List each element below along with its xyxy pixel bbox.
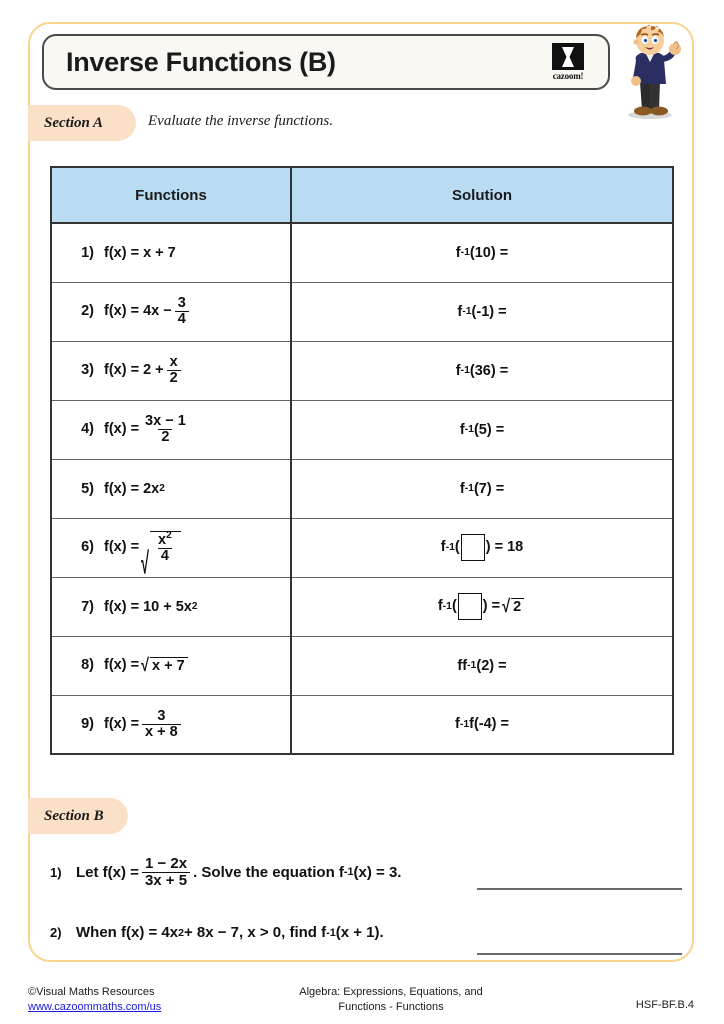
section-a-label: Section A — [44, 114, 104, 131]
function-expression: f(x) = √ $\frac{x^2}{4}$ — [104, 531, 183, 564]
function-cell-4 — [51, 400, 291, 459]
radical-sign-icon: √ — [141, 656, 150, 677]
table-header-row — [51, 167, 673, 223]
footer-copyright-block — [28, 985, 238, 1015]
column-header-solution: Solution — [291, 167, 673, 223]
solution-cell-2[interactable] — [291, 282, 673, 341]
solution-expression: f -1 ( ) = √ 2 — [438, 593, 526, 620]
radical-sign-icon: √ — [141, 547, 150, 582]
solution-expression: f -1 (36) = — [455, 362, 509, 379]
function-cell-1 — [51, 223, 291, 282]
solution-expression: f -1 (5) = — [459, 421, 505, 438]
question-number: 8) — [81, 657, 94, 674]
exponent: 2 — [166, 529, 172, 541]
function-cell-3 — [51, 341, 291, 400]
question-2-expression: When f(x) = 4x 2 + 8x − 7, x > 0, find f -1 (x + 1). — [76, 924, 384, 941]
worksheet-title-bar — [42, 34, 610, 90]
footer-standard-code: HSF-BF.B.4 — [635, 999, 694, 1011]
footer-topic-line-1: Algebra: Expressions, Equations, and — [299, 986, 483, 998]
cazoom-wordmark: cazoom! — [552, 71, 584, 81]
footer-website-link[interactable]: www.cazoommaths.com/us — [28, 1000, 162, 1013]
solution-cell-5[interactable] — [291, 459, 673, 518]
fraction: $\frac{3}{x + 8}$ — [142, 709, 181, 740]
function-cell-6 — [51, 518, 291, 582]
table-row — [51, 341, 673, 400]
solution-cell-7[interactable] — [291, 577, 673, 636]
function-expression: f(x) = 10 + 5x 2 — [104, 598, 198, 615]
fraction: $\frac{3x - 1}{2}$ — [145, 412, 186, 445]
solution-cell-3[interactable] — [291, 341, 673, 400]
answer-box[interactable] — [461, 534, 485, 561]
table-row — [51, 400, 673, 459]
section-a-instruction: Evaluate the inverse functions. — [148, 113, 333, 129]
section-b-label: Section B — [44, 807, 104, 824]
square-root — [141, 529, 181, 582]
function-cell-8 — [51, 636, 291, 695]
solution-cell-6[interactable] — [291, 518, 673, 577]
table-row — [51, 577, 673, 636]
table-row — [51, 282, 673, 341]
fraction: $\frac{x^2}{4}$ — [158, 529, 172, 564]
section-b-question-1 — [50, 856, 401, 889]
solution-cell-9[interactable] — [291, 695, 673, 754]
function-expression: f(x) = 2x 2 — [104, 480, 165, 497]
question-number: 9) — [81, 716, 94, 732]
square-root: √ 2 — [502, 598, 524, 615]
page-footer — [28, 985, 694, 1015]
footer-topic-line-2: Functions - Functions — [338, 1000, 444, 1013]
question-number: 5) — [81, 480, 94, 497]
fraction: $\frac{1 - 2x}{3x + 5}$ — [142, 856, 190, 889]
function-cell-9 — [51, 695, 291, 754]
question-number: 7) — [81, 598, 94, 615]
table-row — [51, 518, 673, 577]
solution-expression: ff -1 (2) = — [457, 657, 507, 674]
question-number: 2) — [81, 303, 94, 320]
function-expression: f(x) = $\frac{3}{x + 8}$ — [104, 709, 184, 740]
section-b-badge — [28, 798, 128, 834]
question-number: 4) — [81, 421, 94, 438]
question-number: 6) — [81, 539, 94, 556]
section-a-badge — [28, 105, 136, 141]
section-b-question-2 — [50, 925, 384, 940]
footer-copyright: ©Visual Maths Resources — [28, 986, 155, 998]
function-expression: f(x) = 4x − $\frac{3}{4}$ — [104, 296, 192, 327]
functions-solutions-table — [50, 166, 674, 755]
table-row — [51, 636, 673, 695]
function-expression: f(x) = $\frac{3x - 1}{2}$ — [104, 414, 192, 445]
cazoom-logo — [542, 43, 594, 85]
function-expression: f(x) = x + 7 — [104, 244, 176, 261]
solution-expression: f -1 ( ) = 18 — [441, 534, 523, 561]
answer-line-1[interactable] — [477, 888, 682, 890]
solution-expression: f -1 (-1) = — [457, 303, 507, 320]
solution-cell-4[interactable] — [291, 400, 673, 459]
solution-expression: f -1 (7) = — [459, 480, 505, 497]
question-1-expression: Let f(x) = $\frac{1 - 2x}{3x + 5}$ . Solve the equation f -1 (x) = 3. — [76, 855, 402, 889]
page-title: Inverse Functions (B) — [66, 46, 336, 77]
answer-box[interactable] — [458, 593, 482, 620]
column-header-functions: Functions — [51, 167, 291, 223]
solution-expression: f -1 (10) = — [455, 244, 509, 261]
question-number: 3) — [81, 362, 94, 379]
function-expression: f(x) = √ x + 7 — [104, 657, 190, 674]
answer-line-2[interactable] — [477, 953, 682, 955]
fraction: $\frac{x}{2}$ — [167, 355, 181, 386]
function-cell-2 — [51, 282, 291, 341]
fraction: $\frac{3}{4}$ — [175, 296, 189, 327]
table-row — [51, 459, 673, 518]
solution-cell-1[interactable] — [291, 223, 673, 282]
function-expression: f(x) = 2 + $\frac{x}{2}$ — [104, 355, 184, 386]
question-number: 2) — [50, 925, 62, 940]
mascot-student-illustration — [614, 24, 686, 120]
radical-sign-icon: √ — [502, 597, 511, 618]
question-number: 1) — [81, 244, 94, 261]
cazoom-hourglass-icon — [552, 43, 584, 70]
solution-cell-8[interactable] — [291, 636, 673, 695]
function-cell-5 — [51, 459, 291, 518]
function-cell-7 — [51, 577, 291, 636]
question-number: 1) — [50, 864, 62, 880]
footer-topic — [266, 985, 516, 1015]
table-row — [51, 695, 673, 754]
table-row — [51, 223, 673, 282]
square-root: √ x + 7 — [141, 657, 188, 674]
solution-expression: f -1 f(-4) = — [455, 716, 509, 733]
